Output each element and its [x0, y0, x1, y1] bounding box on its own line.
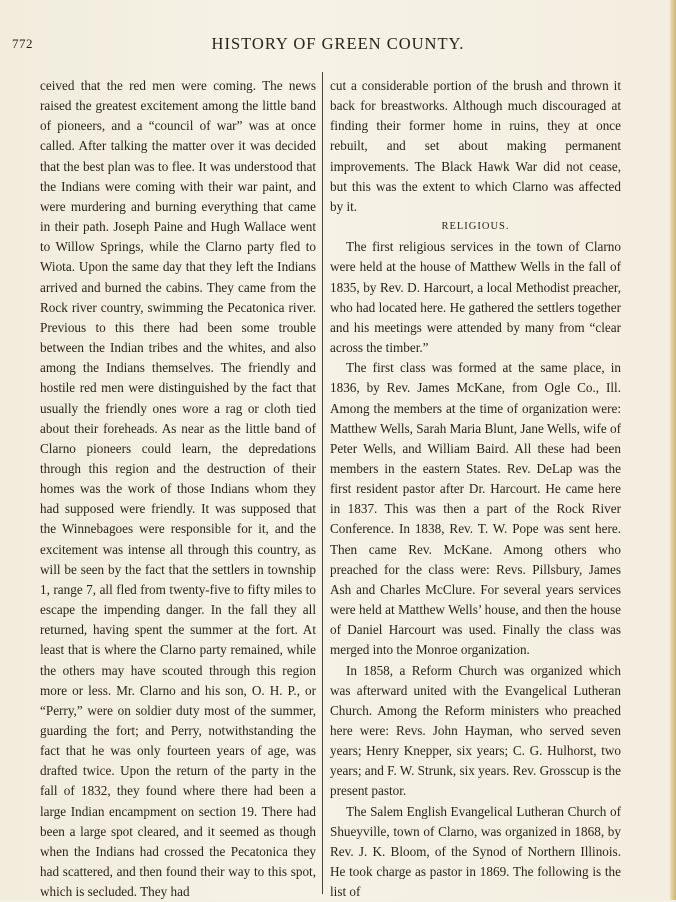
column-divider [322, 72, 323, 894]
right-column [330, 76, 621, 902]
page-number: 772 [12, 36, 33, 51]
paragraph: The first religious services in the town of Clarno were held at the house of Matthew Wells in the fall of 1835, by Rev. D. Harcourt, a local Methodist preacher, who had located here. He gathered the settlers together and his meetings were attended by many from “clear across the timber.” [330, 239, 621, 356]
paragraph: The first class was formed at the same place, in 1836, by Rev. James McKane, from Ogle Co., Ill. Among the members at the time of organization were: Matthew Wells, Sarah Maria Blunt, Jane Wells, wife of Peter Wells, and William Baird. All these had been members in the eastern States. Rev. DeLap was the first resident pastor after Dr. Harcourt. He came here in 1837. This was then a part of the Rock River Conference. In 1838, Rev. T. W. Pope was sent here. Then came Rev. McKane. Among others who preached for the class were: Revs. Pillsbury, James Ash and Charles McClure. For several years services were held at Matthew Wells’ house, and then the house of Daniel Harcourt was used. Finally the class was merged into the Monroe organization. [330, 360, 621, 658]
running-title: HISTORY OF GREEN COUNTY. [211, 34, 465, 53]
left-column [40, 76, 316, 902]
paragraph: In 1858, a Reform Church was organized which was afterward united with the Evangelical Lutheran Church. Among the Reform ministers who preached here were: Revs. John Hayman, who served seven years; Henry Knepper, six years; C. G. Hulhorst, two years; and F. W. Strunk, six years. Rev. Grosscup is the present pastor. [330, 662, 621, 799]
paragraph: The Salem English Evangelical Lutheran Church of Shueyville, town of Clarno, was organized in 1868, by Rev. J. K. Bloom, of the Synod of Northern Illinois. He took charge as pastor in 1869. The following is the list of [330, 803, 621, 900]
paragraph: cut a considerable portion of the brush and thrown it back for breastworks. Although much discouraged at finding their former home in ruins, they at once rebuilt, and set about making permanent improvements. The Black Hawk War did not cease, but this was the extent to which Clarno was affected by it. [330, 78, 621, 214]
page-edge [670, 0, 676, 900]
page-header [0, 34, 676, 58]
paragraph: ceived that the red men were coming. The news raised the greatest excitement among the little band of pioneers, and a “council of war” was at once called. After talking the matter over it was decided that the best plan was to flee. It was understood that the Indians were coming with their war paint, and were murdering and burning everything that came in their path. Joseph Paine and Hugh Wallace went to Willow Springs, while the Clarno party fled to Wiota. Upon the same day that they left the Indians arrived and burned the cabins. They came from the Rock river country, swimming the Pecatonica river. Previous to this there had been some trouble between the Indian tribes and the whites, and also among the Indians themselves. The friendly and hostile red men were distinguished by the fact that usually the friendly ones wore a rag or cloth tied about their foreheads. As near as the little band of Clarno pioneers could learn, the depredations through this region and the destruction of their homes was the work of those Indians whom they had supposed were friendly. It was supposed that the Winnebagoes were responsible for it, and the excitement was intense all through this country, as will be seen by the fact that the settlers in township 1, range 7, all fled from twenty-five to fifty miles to escape the impending danger. In the fall they all returned, having spent the summer at the fort. At least that is where the Clarno party remained, while the others may have scouted through this region more or less. Mr. Clarno and his son, O. H. P., or “Perry,” were on soldier duty most of the summer, guarding the fort; and Perry, notwithstanding the fact that he was only fourteen years of age, was drafted twice. Upon the return of the party in the fall of 1832, they found where there had been a large Indian encampment on section 19. There had been a large spot cleared, and it seemed as though when the Indians had crossed the Pecatonica they had scattered, and then found their way to this spot, which is secluded. They had [40, 78, 316, 900]
section-heading: RELIGIOUS. [441, 221, 510, 233]
